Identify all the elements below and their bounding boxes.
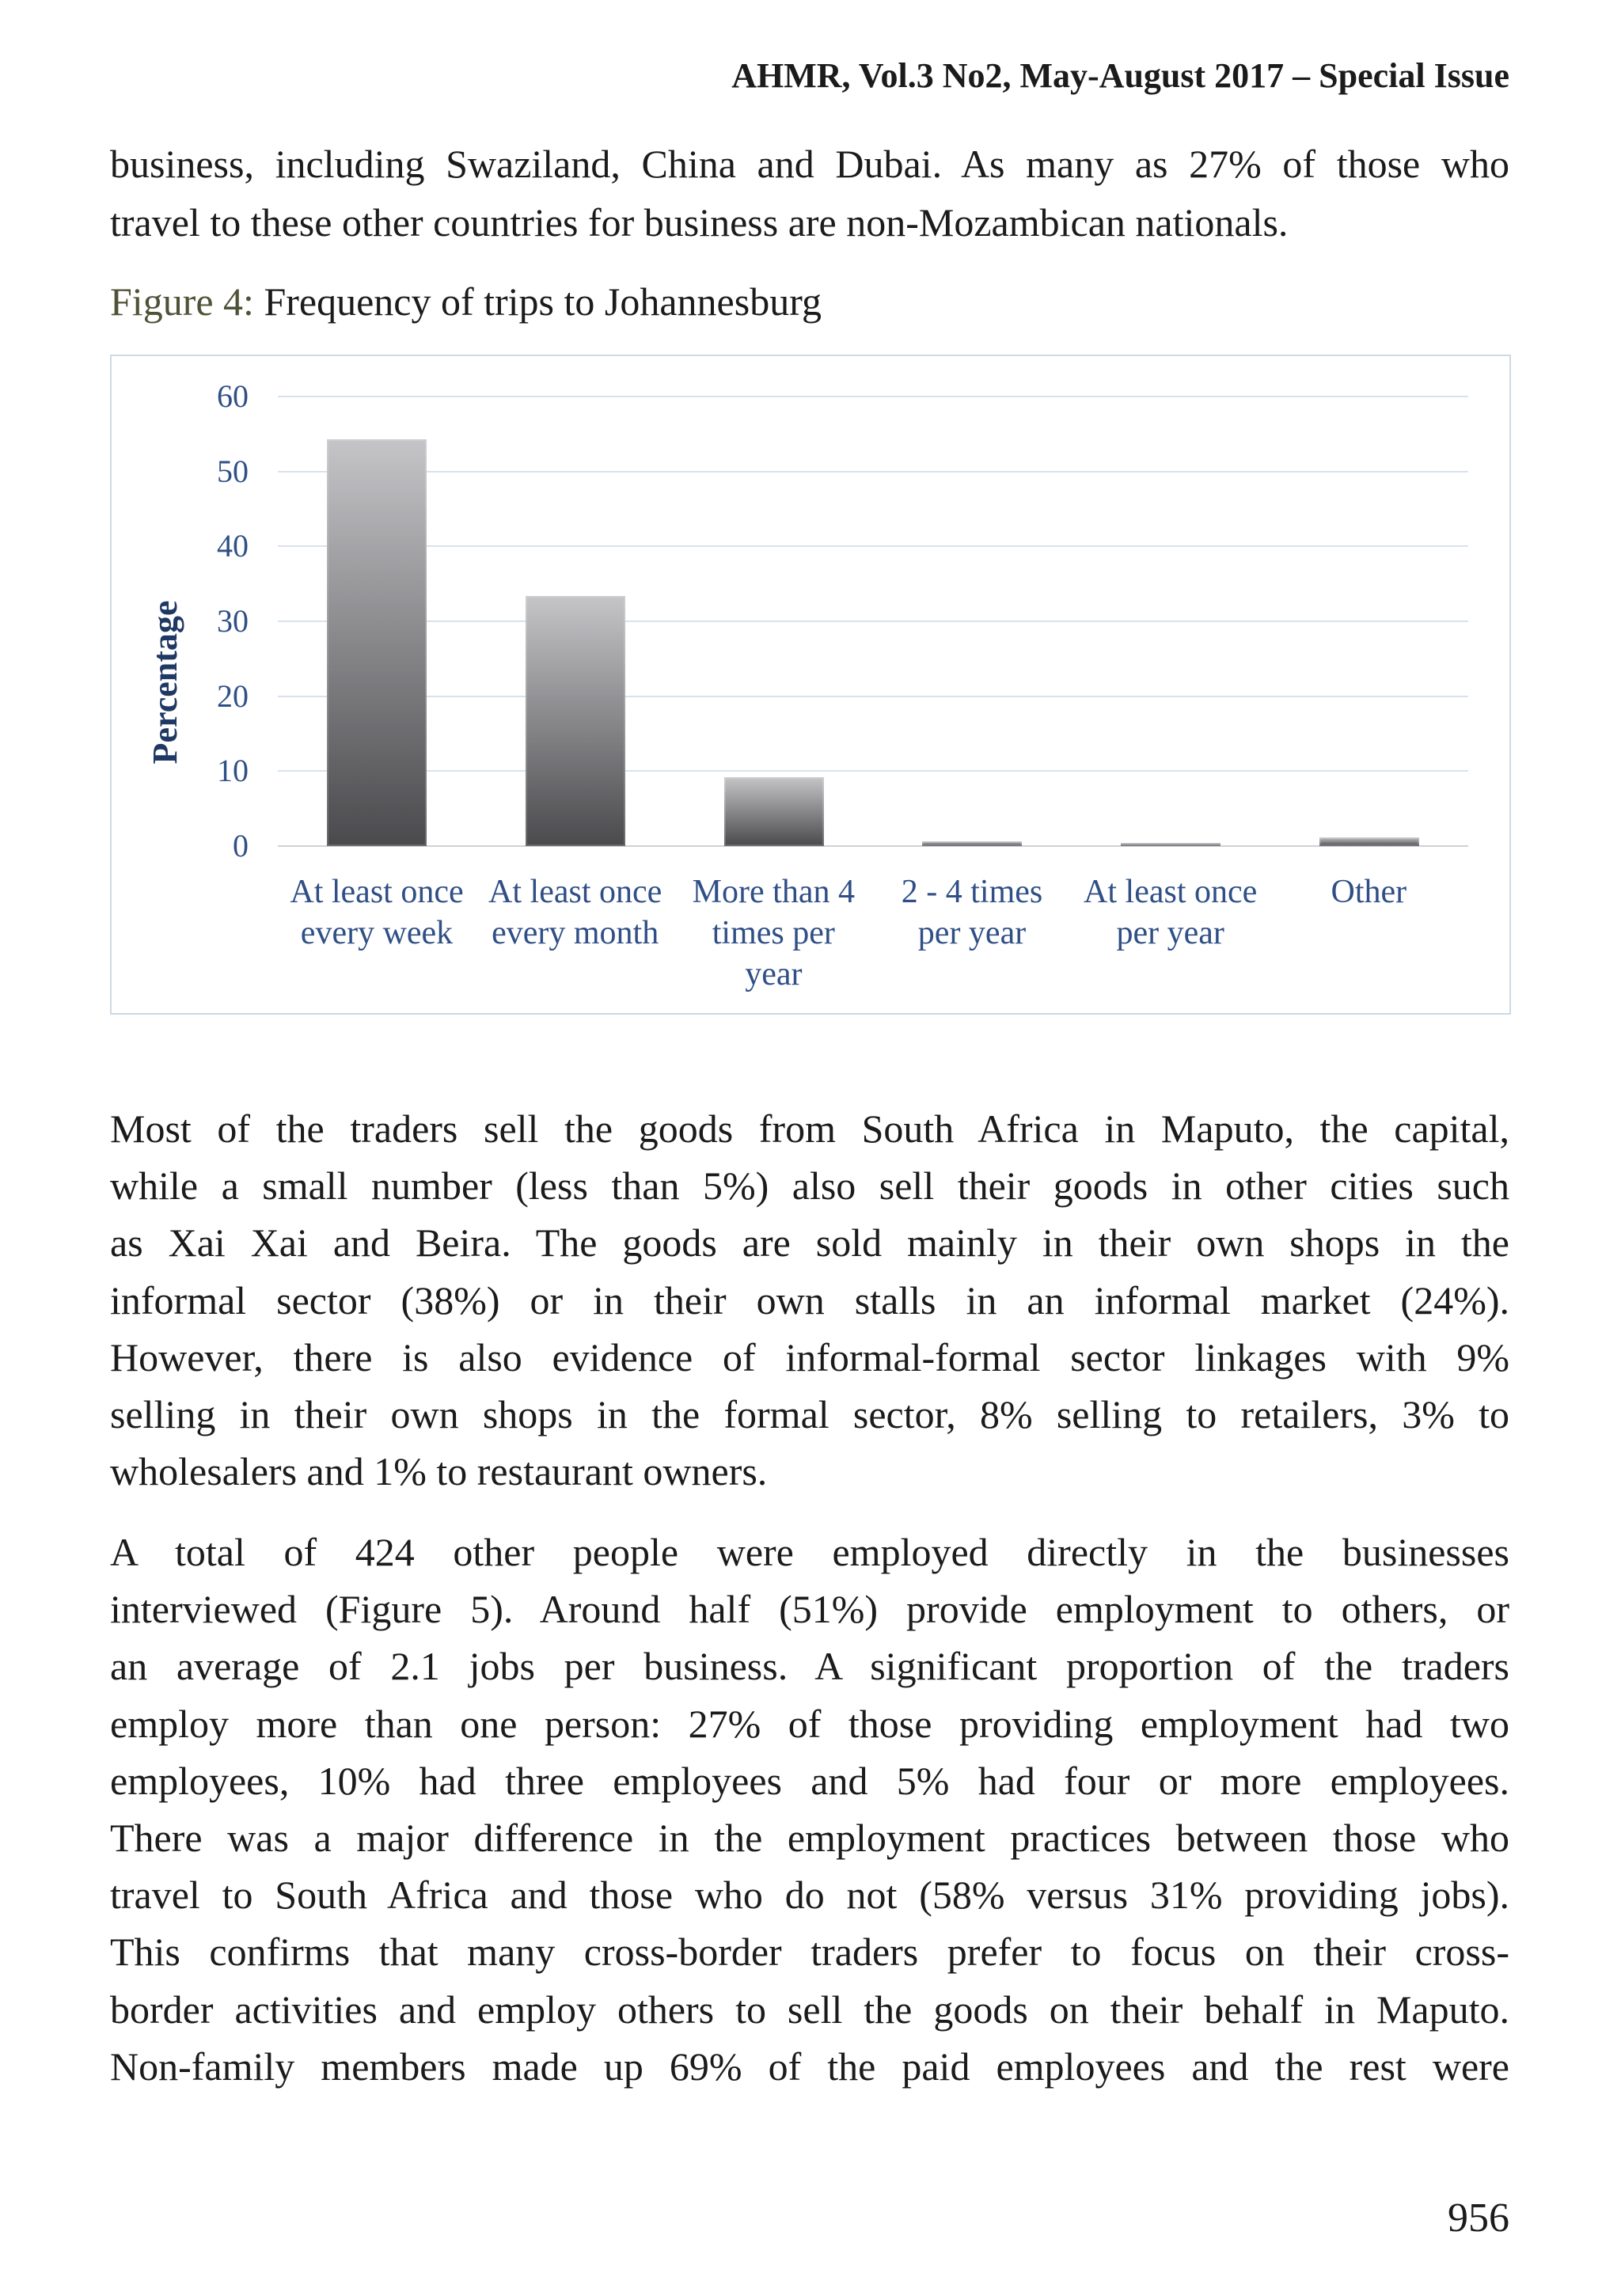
text-line: There was a major difference in the employment practices between those who [110, 1816, 1509, 1861]
paragraph [110, 135, 1509, 252]
gridline [278, 770, 1468, 772]
bar-chart [110, 355, 1511, 1015]
x-tick-label: More than 4 times per year [692, 874, 855, 992]
bar [1319, 837, 1419, 846]
figure-label: Figure 4: [110, 279, 254, 324]
x-tick-label: At least once every month [488, 874, 662, 951]
text-line: wholesalers and 1% to restaurant owners. [110, 1449, 768, 1494]
paragraph [110, 1524, 1509, 2095]
y-tick-label: 60 [217, 378, 249, 414]
x-tick-label: At least once per year [1084, 874, 1258, 951]
text-line: informal sector (38%) or in their own stalls in an informal market (24%). [110, 1277, 1509, 1323]
y-tick-label: 0 [233, 828, 249, 863]
text-line: A total of 424 other people were employed directly in the businesses [110, 1530, 1509, 1574]
gridline [278, 396, 1468, 397]
figure-caption [110, 272, 1509, 331]
x-tick-label: 2 - 4 times per year [901, 874, 1043, 951]
text-line: an average of 2.1 jobs per business. A significant proportion of the traders [110, 1644, 1509, 1689]
bar [327, 439, 427, 846]
bar [724, 777, 824, 846]
gridline [278, 696, 1468, 697]
bar [922, 841, 1022, 846]
text-line: as Xai Xai and Beira. The goods are sold mainly in their own shops in the [110, 1220, 1509, 1266]
text-line: travel to these other countries for business are non-Mozambican nationals. [110, 200, 1289, 245]
gridline [278, 471, 1468, 472]
text-line: travel to South Africa and those who do not (58% versus 31% providing jobs). [110, 1873, 1509, 1918]
bar [526, 596, 625, 846]
y-tick-label: 10 [217, 753, 249, 789]
text-line: while a small number (less than 5%) also sell their goods in other cities such [110, 1163, 1509, 1209]
y-axis-title: Percentage [146, 600, 184, 765]
bar [1121, 843, 1220, 846]
page-number: 956 [1448, 2195, 1509, 2241]
text-line: interviewed (Figure 5). Around half (51%) provide employment to others, or [110, 1587, 1509, 1632]
text-line: business, including Swaziland, China and Dubai. As many as 27% of those who [110, 142, 1509, 186]
running-header: AHMR, Vol.3 No2, May-August 2017 – Special Issue [731, 56, 1509, 95]
gridline [278, 545, 1468, 547]
x-axis-line [278, 845, 1468, 847]
x-tick-label: At least once every week [290, 874, 464, 951]
y-tick-label: 30 [217, 603, 249, 639]
gridline [278, 620, 1468, 622]
text-line: border activities and employ others to sell the goods on their behalf in Maputo. [110, 1987, 1509, 2032]
x-tick-label: Other [1331, 874, 1407, 910]
y-tick-label: 20 [217, 677, 249, 714]
text-line: Most of the traders sell the goods from South Africa in Maputo, the capital, [110, 1106, 1509, 1151]
text-line: This confirms that many cross-border traders prefer to focus on their cross- [110, 1930, 1509, 1975]
text-line: However, there is also evidence of informal-formal sector linkages with 9% [110, 1334, 1509, 1379]
y-tick-label: 50 [217, 453, 249, 489]
text-line: Non-family members made up 69% of the paid employees and the rest were [110, 2044, 1509, 2089]
text-line: employees, 10% had three employees and 5% had four or more employees. [110, 1758, 1509, 1803]
y-tick-label: 40 [217, 528, 249, 564]
text-line: employ more than one person: 27% of those providing employment had two [110, 1701, 1509, 1746]
figure-title: Frequency of trips to Johannesburg [264, 279, 822, 324]
text-line: selling in their own shops in the formal sector, 8% selling to retailers, 3% to [110, 1392, 1509, 1437]
paragraph [110, 1100, 1509, 1500]
